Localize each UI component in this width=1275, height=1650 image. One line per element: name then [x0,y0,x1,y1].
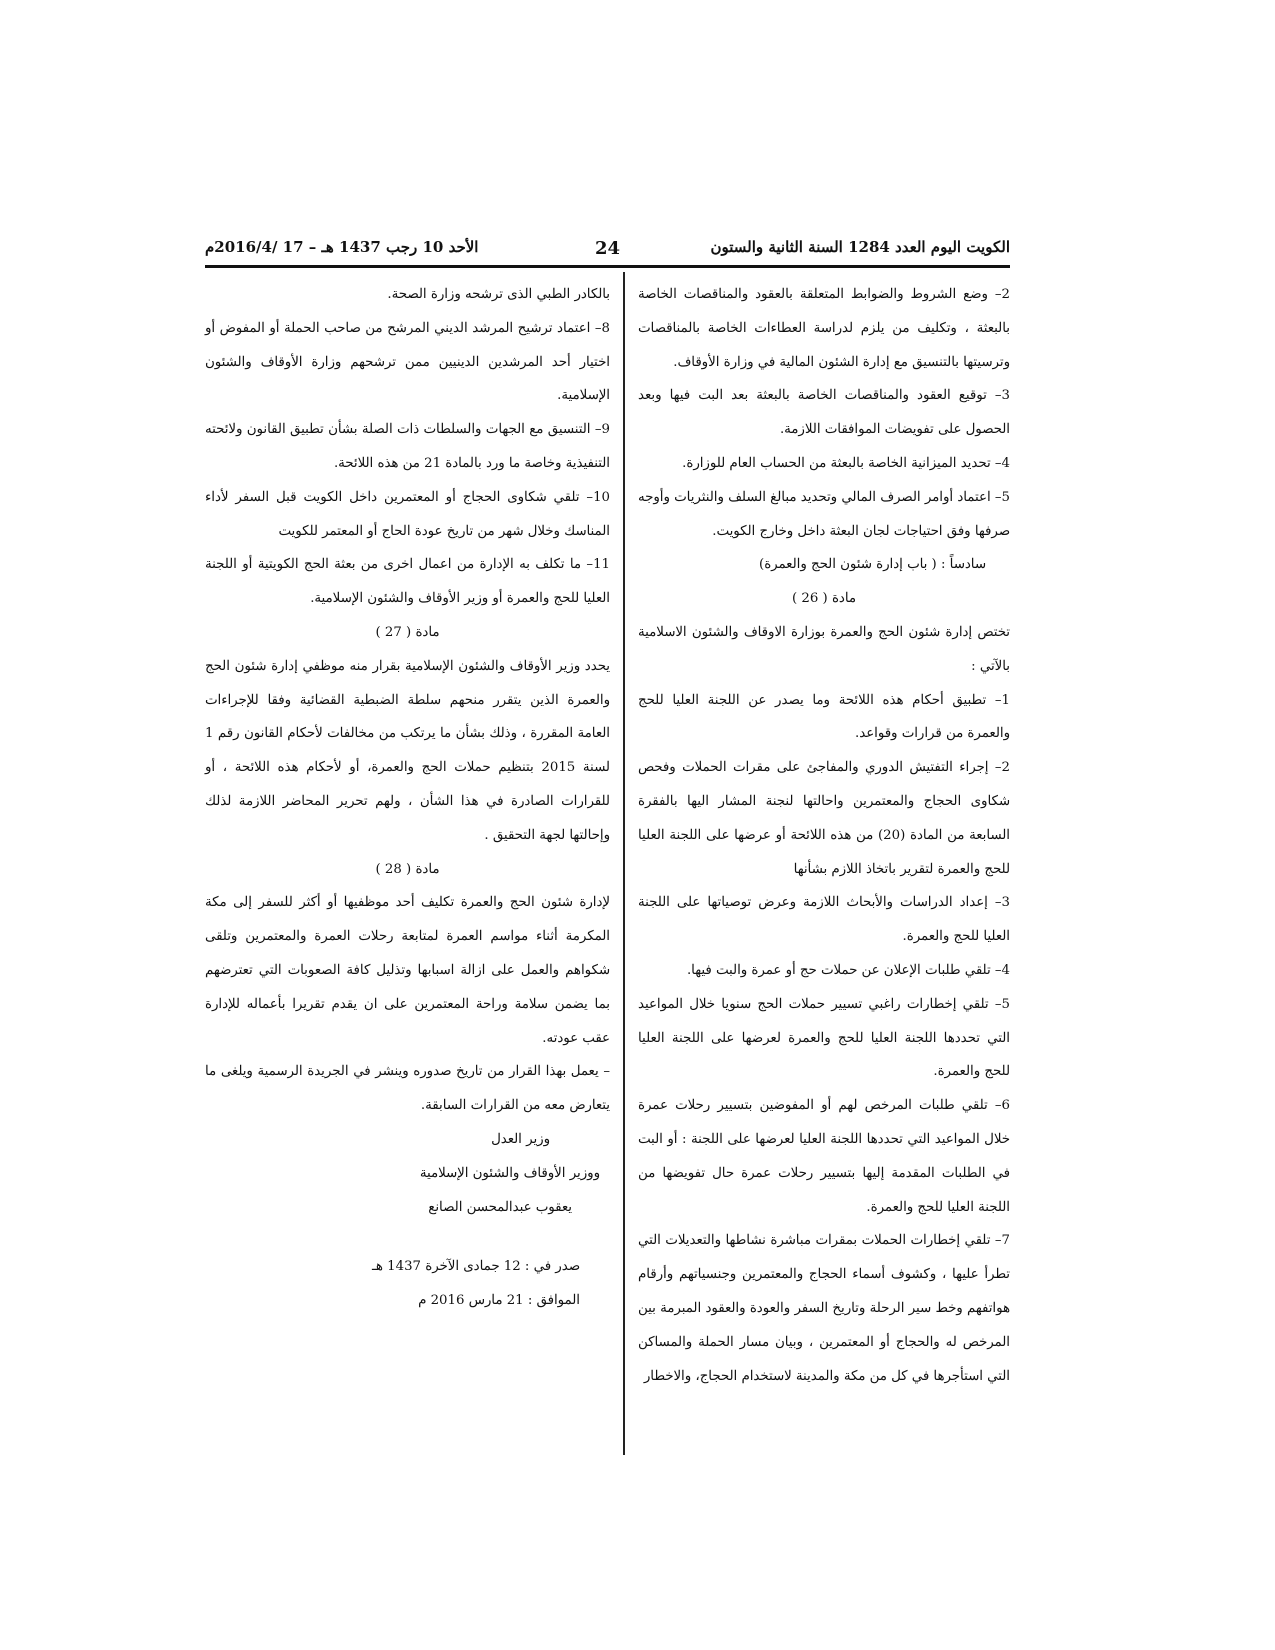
spacer [205,1224,610,1250]
section-heading: سادساً : ( باب إدارة شئون الحج والعمرة) [759,557,986,573]
paragraph: بالكادر الطبي الذى ترشحه وزارة الصحة. [387,287,610,302]
paragraph: 2– وضع الشروط والضوابط المتعلقة بالعقود والمناقصات الخاصة بالبعثة ، وتكليف من يلزم لدراسة العطاءات الخاصة بالمناقصات وترسيتها بالتنسيق مع إدارة الشئون المالية في وزارة الأوقاف. [638,287,1010,370]
article-heading: مادة ( 27 ) [375,624,440,640]
paragraph: 7– تلقي إخطارات الحملات بمقرات مباشرة نشاطها والتعديلات التي تطرأ عليها ، وكشوف أسماء الحجاج والمعتمرين وجنسياتهم وأرقام هواتفهم وخط سير الرحلة وتاريخ السفر والعودة والعقود المبرمة بين المرخص له والحجاج أو المعتمرين ، وبيان مسار الحملة والمساكن التي استأجرها في كل من مكة والمدينة لاستخدام الحجاج، والاخطار [638,1233,1010,1384]
paragraph: 3– إعداد الدراسات والأبحاث اللازمة وعرض توصياتها على اللجنة العليا للحج والعمرة. [638,895,1010,945]
left-column [205,278,610,1318]
signature-name: يعقوب عبدالمحسن الصانع [428,1199,572,1215]
paragraph: 6– تلقي طلبات المرخص لهم أو المفوضين بتسيير رحلات عمرة خلال المواعيد التي تحددها اللجنة العليا لعرضها على اللجنة : أو البت في الطلبات المقدمة إليها بتسيير رحلات عمرة حال تفويضها من اللجنة العليا للحج والعمرة. [638,1098,1010,1215]
header-page-number: 24 [594,238,621,259]
paragraph: 10– تلقي شكاوى الحجاج أو المعتمرين داخل الكويت قبل السفر لأداء المناسك وخلال شهر من تاريخ عودة الحاج أو المعتمر للكويت [205,489,610,539]
paragraph: يحدد وزير الأوقاف والشئون الإسلامية بقرار منه موظفي إدارة شئون الحج والعمرة الذين يتقرر منحهم سلطة الضبطية القضائية وفقا للإجراءات العامة المقررة ، وذلك بشأن ما يرتكب من مخالفات لأحكام القانون رقم 1 لسنة 2015 بتنظيم حملات الحج والعمرة، أو لأحكام هذه اللائحة ، أو للقرارات الصادرة في هذا الشأن ، ولهم تحرير المحاضر اللازمة لذلك وإحالتها لجهة التحقيق . [205,658,610,843]
paragraph: تختص إدارة شئون الحج والعمرة بوزارة الاوقاف والشئون الاسلامية بالآتي : [638,624,1010,674]
issued-date: صدر في : 12 جمادى الآخرة 1437 هـ [372,1259,580,1275]
page-header [205,238,1010,266]
paragraph: 8– اعتماد ترشيح المرشد الديني المرشح من صاحب الحملة أو المفوض أو اختيار أحد المرشدين الدينيين ممن ترشحهم وزارة الأوقاف والشئون الإسلامية. [205,320,610,404]
paragraph: 4– تلقي طلبات الإعلان عن حملات حج أو عمرة والبت فيها. [686,962,1010,978]
paragraph: لإدارة شئون الحج والعمرة تكليف أحد موظفيها أو أكثر للسفر إلى مكة المكرمة أثناء مواسم العمرة لمتابعة رحلات العمرة والمعتمرين وتلقى شكواهم والعمل على ازالة اسبابها وتذليل كافة الصعوبات التي تعترضهم بما يضمن سلامة وراحة المعتمرين على ان يقدم تقريرا بأعماله للإدارة عقب عودته. [205,895,610,1046]
paragraph: 1– تطبيق أحكام هذه اللائحة وما يصدر عن اللجنة العليا للحج والعمرة من قرارات وقواعد. [638,692,1010,742]
right-column [638,278,1010,1393]
paragraph: 9– التنسيق مع الجهات والسلطات ذات الصلة بشأن تطبيق القانون ولائحته التنفيذية وخاصة ما ورد بالمادة 21 من هذه اللائحة. [205,422,610,471]
paragraph: 3– توقيع العقود والمناقصات الخاصة بالبعثة بعد البت فيها وبعد الحصول على تفويضات الموافقات اللازمة. [638,388,1010,438]
header-rule [205,265,1010,268]
corresponding-date: الموافق : 21 مارس 2016 م [418,1293,580,1309]
header-newspaper-issue: الكويت اليوم العدد 1284 السنة الثانية والستون [710,238,1010,256]
paragraph: 5– اعتماد أوامر الصرف المالي وتحديد مبالغ السلف والنثريات وأوجه صرفها وفق احتياجات لجان البعثة داخل وخارج الكويت. [638,489,1010,539]
header-date: الأحد 10 رجب 1437 هـ – 17 /2016/4م [205,238,479,256]
paragraph: – يعمل بهذا القرار من تاريخ صدوره وينشر في الجريدة الرسمية ويلغى ما يتعارض معه من القرارات السابقة. [205,1064,610,1114]
paragraph: 4– تحديد الميزانية الخاصة بالبعثة من الحساب العام للوزارة. [682,455,1010,471]
article-heading: مادة ( 28 ) [375,861,440,877]
signature-title-awqaf: ووزير الأوقاف والشئون الإسلامية [419,1165,600,1181]
paragraph: 11– ما تكلف به الإدارة من اعمال اخرى من بعثة الحج الكويتية أو اللجنة العليا للحج والعمرة أو وزير الأوقاف والشئون الإسلامية. [205,557,610,607]
signature-title-justice: وزير العدل [491,1131,550,1147]
article-heading: مادة ( 26 ) [791,591,857,607]
paragraph: 5– تلقي إخطارات راغبي تسيير حملات الحج سنويا خلال المواعيد التي تحددها اللجنة العليا للحج والعمرة لعرضها على اللجنة العليا للحج والعمرة. [638,996,1010,1080]
column-divider [623,272,625,1455]
paragraph: 2– إجراء التفتيش الدوري والمفاجئ على مقرات الحملات وفحص شكاوى الحجاج والمعتمرين واحالتها لنجنة المشار اليها بالفقرة السابعة من المادة (20) من هذه اللائحة أو عرضها على اللجنة العليا للحج والعمرة لتقرير باتخاذ اللازم بشأنها [638,760,1010,877]
